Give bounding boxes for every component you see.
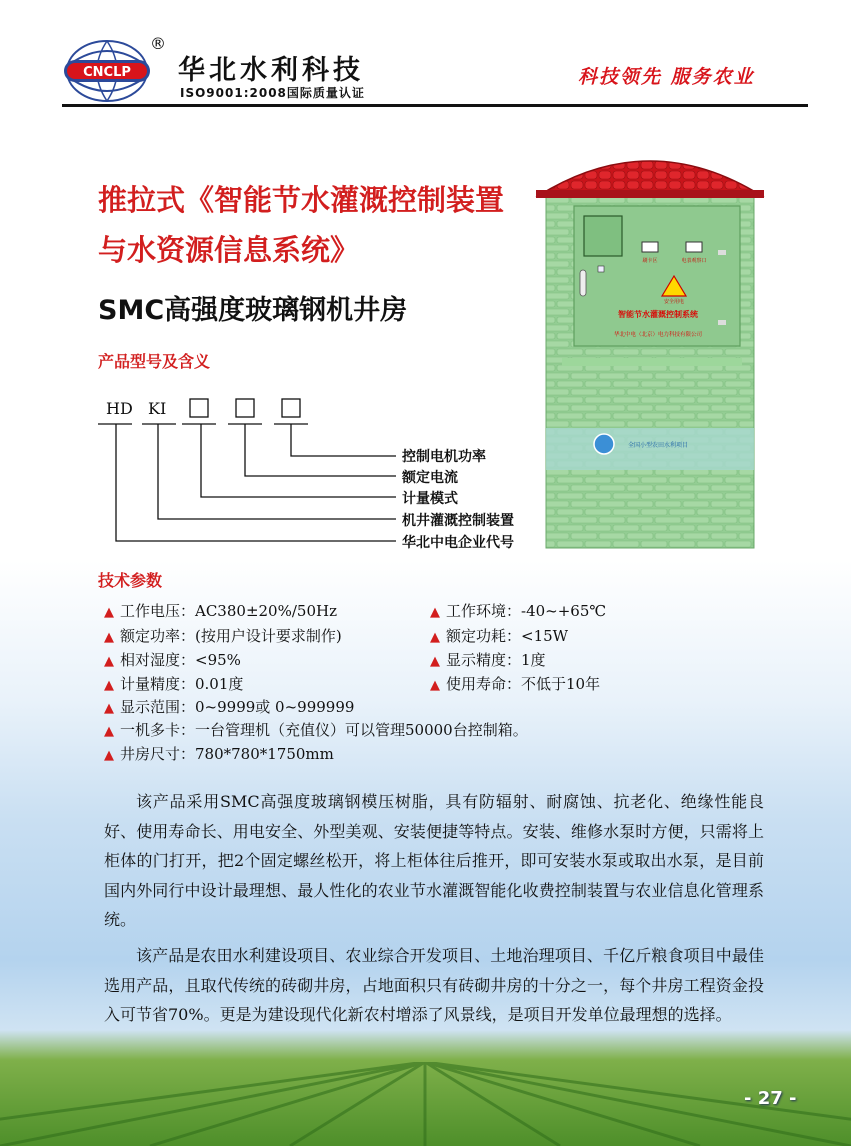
spec-item: ▲ 显示范围：0~9999或 0~999999 (104, 698, 355, 716)
spec-item: ▲ 工作环境：-40~+65℃ (430, 602, 607, 620)
code-box-2 (236, 399, 254, 417)
spec-item: ▲ 使用寿命：不低于10年 (430, 675, 601, 693)
model-heading: 产品型号及含义 (98, 352, 211, 371)
label-company-code: 华北中电企业代号 (402, 535, 514, 551)
page-number: - 27 - (744, 1088, 797, 1109)
code-box-1 (190, 399, 208, 417)
svg-text:安全用电: 安全用电 (663, 299, 685, 305)
svg-text:电表观察口: 电表观察口 (681, 258, 707, 264)
spec-item: ▲ 工作电压：AC380±20%/50Hz (104, 602, 337, 620)
svg-text:华北中电（北京）电力科技有限公司: 华北中电（北京）电力科技有限公司 (613, 332, 703, 338)
slogan: 科技领先 服务农业 (578, 66, 755, 88)
body-paragraph-2: 该产品是农田水利建设项目、农业综合开发项目、土地治理项目、千亿斤粮食项目中最佳选用产品，且取代传统的砖砌井房，占地面积只有砖砌井房的十分之一，每个井房工程资金投入可节省70%。更是为建设现代化新农村增添了风景线，是项目开发单位最理想的选择。 (104, 946, 764, 1024)
label-motor-power: 控制电机功率 (402, 449, 486, 465)
cnclp-logo (62, 38, 152, 104)
code-box-3 (282, 399, 300, 417)
spec-item: ▲ 相对湿度：<95% (104, 651, 241, 669)
svg-text:智能节水灌溉控制系统: 智能节水灌溉控制系统 (618, 310, 698, 319)
spec-item: ▲ 显示精度：1度 (430, 651, 546, 669)
code-ki: KI (148, 399, 167, 418)
header-divider (62, 104, 808, 107)
spec-item: ▲ 计量精度：0.01度 (104, 675, 244, 693)
page-title-line1: 推拉式《智能节水灌溉控制装置 (98, 183, 505, 217)
code-hd: HD (106, 399, 133, 418)
svg-text:全国小型农田水利项目: 全国小型农田水利项目 (627, 442, 689, 449)
svg-text:CNCLP: CNCLP (83, 65, 131, 80)
page-title-line2: 与水资源信息系统》 (98, 233, 360, 267)
label-metering-mode: 计量模式 (402, 491, 458, 507)
body-paragraph-1: 该产品采用SMC高强度玻璃钢模压树脂，具有防辐射、耐腐蚀、抗老化、绝缘性能良好、使用寿命长、用电安全、外型美观、安装便捷等特点。安装、维修水泵时方便，只需将上柜体的门打开，把2个固定螺丝松开，将上柜体往后推开，即可安装水泵或取出水泵，是目前国内外同行中设计最理想、最人性化的农业节水灌溉智能化收费控制装置与农业信息化管理系统。 (104, 792, 764, 929)
spec-item: ▲ 井房尺寸：780*780*1750mm (104, 745, 334, 763)
label-rated-current: 额定电流 (402, 470, 458, 486)
tech-params-heading: 技术参数 (98, 571, 163, 590)
spec-item: ▲ 一机多卡：一台管理机（充值仪）可以管理50000台控制箱。 (104, 721, 528, 739)
farmland-background (0, 1062, 851, 1146)
spec-item: ▲ 额定功率：(按用户设计要求制作) (104, 627, 342, 645)
iso-certification: ISO9001:2008国际质量认证 (180, 86, 365, 100)
registered-mark: ® (150, 34, 166, 53)
label-well-control: 机井灌溉控制装置 (402, 513, 514, 529)
company-name: 华北水利科技 (178, 55, 364, 86)
well-house-cabinet-image (528, 140, 768, 552)
model-diagram (90, 392, 550, 562)
product-title: SMC高强度玻璃钢机井房 (98, 295, 408, 326)
spec-item: ▲ 额定功耗：<15W (430, 627, 569, 645)
cabinet-badge-panel (546, 428, 754, 470)
svg-text:刷卡区: 刷卡区 (642, 258, 658, 264)
